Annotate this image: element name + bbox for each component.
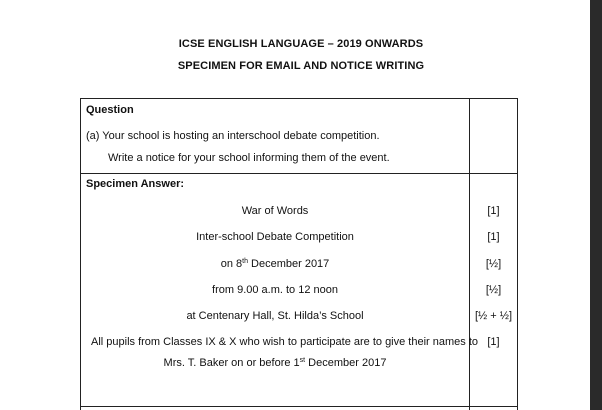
specimen-answer-label: Specimen Answer: [86,178,185,190]
question-line-1: (a) Your school is hosting an interschool debate competition. [86,130,380,142]
table-right-border [517,98,518,410]
notice-time: from 9.00 a.m. to 12 noon [212,284,338,296]
notice-deadline-suffix: st [299,357,306,364]
marks-venue: [½ + ½] [475,310,512,322]
notice-date [81,258,469,270]
notice-venue: at Centenary Hall, St. Hilda’s School [186,310,364,322]
notice-date-rest: December 2017 [247,258,330,270]
page-edge-border [588,0,602,410]
notice-deadline-prefix: Mrs. T. Baker on or before 1 [163,357,300,369]
question-label: Question [86,104,134,116]
table-column-divider [469,98,470,410]
table-top-border [80,98,518,99]
notice-deadline-rest: December 2017 [305,357,387,369]
notice-event: Inter-school Debate Competition [196,231,354,243]
notice-date-prefix: on 8 [220,258,243,270]
marks-event: [1] [487,231,500,243]
table-row-divider [80,173,518,174]
document-title: ICSE ENGLISH LANGUAGE – 2019 ONWARDS [178,38,424,50]
notice-title: War of Words [241,205,309,217]
marks-time: [½] [485,284,502,296]
marks-date: [½] [485,258,502,270]
question-line-2: Write a notice for your school informing them of the event. [108,152,390,164]
notice-date-suffix: th [242,258,248,265]
notice-instruction-line-2 [81,357,469,369]
document-subtitle: SPECIMEN FOR EMAIL AND NOTICE WRITING [177,60,425,72]
marks-instruction: [1] [487,336,500,348]
table-bottom-divider [80,406,518,407]
marks-title: [1] [487,205,500,217]
notice-instruction-line-1: All pupils from Classes IX & X who wish to participate are to give their names to [91,336,479,348]
